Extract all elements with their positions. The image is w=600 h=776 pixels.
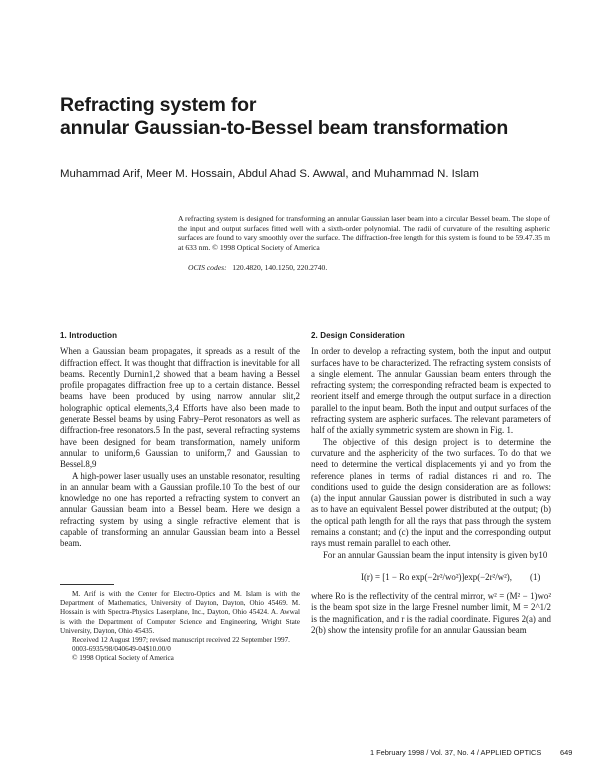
footnotes (60, 590, 300, 664)
journal-citation: 1 February 1998 / Vol. 37, No. 4 / APPLIED OPTICS (370, 748, 542, 757)
design-continuation (311, 591, 551, 636)
ocis-values: 120.4820, 140.1250, 220.2740. (232, 263, 328, 272)
design-paragraph-4: where Ro is the reflectivity of the central mirror, w² = (M² − 1)wo² is the beam spot size in the large Fresnel number limit, M = 2^1/2 is the magnification, and r is the radial coordinate. Figures 2(a) and 2(b) show the intensity profile for an annular Gaussian beam (311, 591, 551, 635)
author-list: Muhammad Arif, Meer M. Hossain, Abdul Ahad S. Awwal, and Muhammad N. Islam (60, 168, 479, 180)
title-line-1: Refracting system for (60, 94, 257, 116)
received-footnote: Received 12 August 1997; revised manuscript received 22 September 1997. (72, 636, 290, 645)
page-number: 649 (560, 748, 573, 757)
design-paragraph-3: For an annular Gaussian beam the input intensity is given by10 (323, 549, 548, 560)
doi-footnote: 0003-6935/98/040649-04$10.00/0 (72, 645, 171, 654)
equation-number: (1) (530, 572, 541, 582)
design-section (311, 330, 551, 561)
title-line-2: annular Gaussian-to-Bessel beam transformation (60, 117, 509, 139)
intro-paragraph-1: When a Gaussian beam propagates, it spreads as a result of the diffraction effect. It was thought that diffraction is inevitable for all beams. Recently Durnin1,2 showed that a beam having a Bessel profile propagates diffraction free up to a certain distance. Bessel beams have been produced by using narrow annular slit,2 holographic optical elements,3,4 Efforts have also been made to generate Bessel beams by using Fabry–Perot resonators as well as diffraction-free resonators.5 In the past, several refracting systems have been designed for beam transformation, namely uniform annular to uniform,6 Gaussian to uniform,7 and Gaussian to Bessel.8,9 (60, 346, 300, 470)
design-paragraph-1: In order to develop a refracting system, both the input and output surfaces have to be characterized. The refracting system consists of a single element. The annular Gaussian beam enters through the refracting system; the corresponding refracted beam is expected to reorient itself and emerge through the output surface in a direction parallel to the input beam. Both the input and output surfaces of the refracting system are aspheric surfaces. The relevant parameters of half of the axially symmetric system are shown in Fig. 1. (311, 346, 551, 436)
footnote-divider (60, 584, 114, 585)
ocis-label: OCIS codes: (188, 263, 227, 272)
ocis-codes (188, 263, 327, 272)
page-footer (370, 748, 600, 757)
introduction-section (60, 330, 300, 550)
introduction-heading: 1. Introduction (60, 331, 118, 340)
abstract: A refracting system is designed for transforming an annular Gaussian laser beam into a circular Bessel beam. The slope of the input and output surfaces fitted well with a sixth-order polynomial. The radii of curvature of the resulting aspheric surfaces are found to vary smoothly over the surface. The diffraction-free length for this system is found to be 59.47.35 m at 633 nm. © 1998 Optical Society of America (178, 214, 550, 252)
design-heading: 2. Design Consideration (311, 331, 405, 340)
copyright-footnote: © 1998 Optical Society of America (72, 654, 174, 663)
equation-1: I(r) = [1 − Ro exp(−2r²/wo²)]exp(−2r²/w²), (361, 572, 512, 582)
intro-paragraph-2: A high-power laser usually uses an unstable resonator, resulting in an annular beam with a Gaussian profile.10 To the best of our knowledge no one has reported a refracting system to convert an annular Gaussian beam into a Bessel beam. Here we design a refracting system by using a single refractive element that is capable of transforming an annular Gaussian beam into a Bessel beam. (60, 470, 300, 549)
affiliation-footnote: M. Arif is with the Center for Electro-Optics and M. Islam is with the Department of Mathematics, University of Dayton, Dayton, Ohio 45469. M. Hossain is with Spectra-Physics Laserplane, Inc., Dayton, Ohio 45424. A. Awwal is with the Department of Computer Science and Engineering, Wright State University, Dayton, Ohio 45435. (60, 590, 300, 635)
design-paragraph-2: The objective of this design project is to determine the curvature and the asphericity of the two surfaces. To do that we need to determine the vertical displacements yi and yo from the reference planes in terms of radial distances ri and ro. The conditions used to guide the design consideration are as follows: (a) the input annular Gaussian power is distributed in such a way as to have an equivalent Bessel power distributed at the output; (b) the optical path length for all the rays that pass through the system remains a constant; and (c) the input and the corresponding output rays must remain parallel to each other. (311, 436, 551, 549)
paper-title (60, 94, 560, 140)
